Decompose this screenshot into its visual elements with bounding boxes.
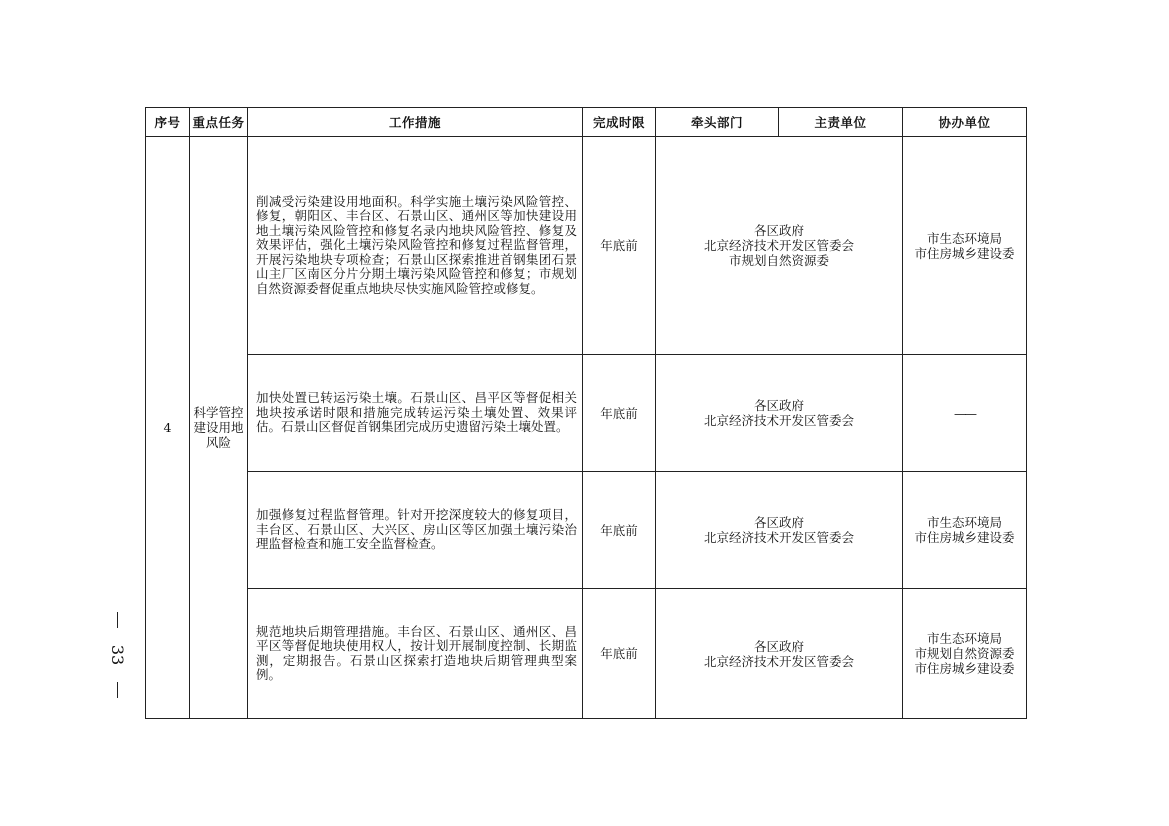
page-number (104, 612, 130, 698)
assist-line: 市住房城乡建设委 (914, 245, 1015, 261)
deadline-cell: 年底前 (583, 472, 656, 589)
page-number-text: 33 (107, 644, 127, 666)
task-table (145, 107, 1027, 719)
assist-cell (903, 355, 1027, 472)
header-assist: 协办单位 (903, 108, 1027, 137)
assist-line: 市住房城乡建设委 (914, 530, 1015, 545)
header-responsible: 主责单位 (779, 108, 903, 137)
deadline-cell: 年底前 (583, 589, 656, 719)
deadline-cell: 年底前 (583, 355, 656, 472)
header-task: 重点任务 (190, 108, 248, 137)
assist-cell (903, 472, 1027, 589)
assist-line: 市生态环境局 (926, 515, 1002, 530)
header-measure: 工作措施 (248, 108, 583, 137)
header-deadline: 完成时限 (583, 108, 656, 137)
task-cell (190, 137, 248, 719)
assist-line: 市生态环境局 (926, 230, 1002, 246)
header-lead: 牵头部门 (656, 108, 779, 137)
responsible-line: 北京经济技术开发区管委会 (703, 530, 854, 545)
measure-cell: 加快处置已转运污染土壤。石景山区、昌平区等督促相关地块按承诺时限和措施完成转运污染土壤处置、效果评估。石景山区督促首钢集团完成历史遗留污染土壤处置。 (248, 355, 583, 472)
assist-cell (903, 589, 1027, 719)
deadline-cell: 年底前 (583, 137, 656, 355)
responsible-line: 各区政府 (753, 223, 804, 238)
header-seq: 序号 (146, 108, 190, 137)
header-row (146, 108, 1027, 137)
responsible-line: 各区政府 (753, 398, 804, 413)
seq-cell: 4 (146, 137, 190, 719)
responsible-cell (656, 355, 903, 472)
measure-cell: 削减受污染建设用地面积。科学实施土壤污染风险管控、修复，朝阳区、丰台区、石景山区、通州区等加快建设用地土壤污染风险管控和修复名录内地块风险管控、修复及效果评估，强化土壤污染风险管控和修复过程监督管理，开展污染地块专项检查；石景山区探索推进首钢集团石景山主厂区南区分片分期土壤污染风险管控和修复；市规划自然资源委督促重点地块尽快实施风险管控或修复。 (248, 137, 583, 355)
responsible-line: 北京经济技术开发区管委会 (703, 653, 854, 669)
task-text: 科学管控建设用地风险 (193, 405, 244, 450)
responsible-line: 各区政府 (753, 638, 804, 654)
page-number-dash-top (117, 612, 118, 628)
measure-cell: 规范地块后期管理措施。丰台区、石景山区、通州区、昌平区等督促地块使用权人，按计划开展制度控制、长期监测，定期报告。石景山区探索打造地块后期管理典型案例。 (248, 589, 583, 719)
page-number-dash-bottom (117, 682, 118, 698)
table-row (146, 472, 1027, 589)
assist-line: 市生态环境局 (926, 631, 1002, 646)
assist-dash: —— (954, 405, 975, 421)
responsible-line: 各区政府 (753, 515, 804, 530)
table-row (146, 589, 1027, 719)
responsible-line: 北京经济技术开发区管委会 (703, 413, 854, 428)
responsible-line: 北京经济技术开发区管委会 (703, 238, 854, 253)
table-row (146, 137, 1027, 355)
responsible-line: 市规划自然资源委 (728, 253, 829, 268)
table-row (146, 355, 1027, 472)
assist-line: 市住房城乡建设委 (914, 661, 1015, 676)
measure-cell: 加强修复过程监督管理。针对开挖深度较大的修复项目，丰台区、石景山区、大兴区、房山区等区加强土壤污染治理监督检查和施工安全监督检查。 (248, 472, 583, 589)
assist-line: 市规划自然资源委 (914, 646, 1015, 661)
assist-cell (903, 137, 1027, 355)
responsible-cell (656, 472, 903, 589)
responsible-cell (656, 589, 903, 719)
responsible-cell (656, 137, 903, 355)
